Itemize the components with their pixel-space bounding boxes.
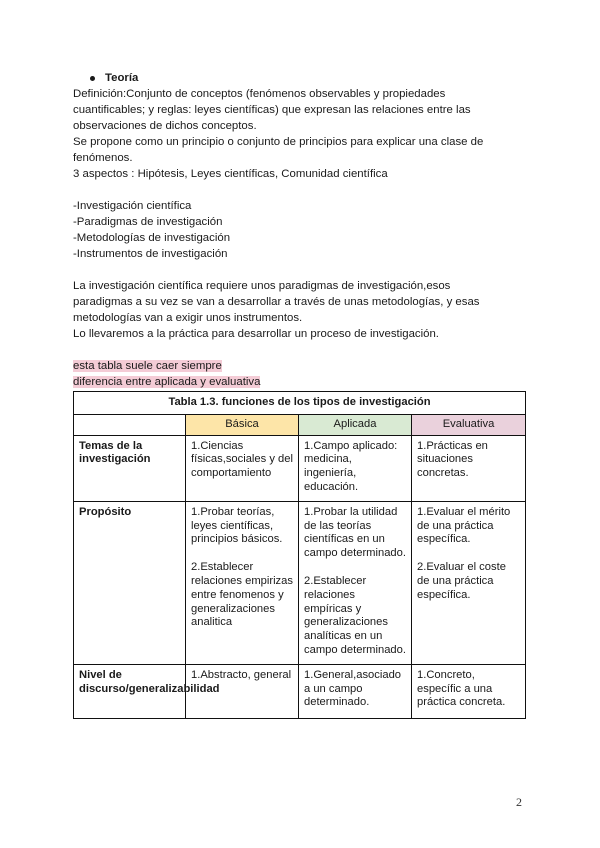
table-cell: 1.Probar teorías, leyes científicas, principios básicos. 2.Establecer relaciones empirizas entre fenomenos y generalizaciones analitica	[186, 501, 299, 664]
document-page	[73, 70, 528, 719]
highlighted-note: diferencia entre aplicada y evaluativa	[73, 376, 261, 388]
text-line: paradigmas a su vez se van a desarrollar a través de unas metodologías, y esas	[73, 296, 480, 308]
table-cell: 1.Probar la utilidad de las teorías científicas en un campo determinado. 2.Establecer relaciones empíricas y generalizaciones analíticas en un campo determinado.	[299, 501, 412, 664]
list-item: -Instrumentos de investigación	[73, 248, 228, 260]
table-cell: 1.Evaluar el mérito de una práctica específica. 2.Evaluar el coste de una práctica específica.	[412, 501, 526, 664]
table-row	[74, 664, 526, 719]
paragraph-block	[73, 278, 528, 342]
text-line: fenómenos.	[73, 152, 133, 164]
table-cell: 1.Campo aplicado: medicina, ingeniería, educación.	[299, 435, 412, 501]
text-line: Definición:Conjunto de conceptos (fenómenos observables y propiedades	[73, 88, 446, 100]
text-line: observaciones de dichos conceptos.	[73, 120, 257, 132]
heading-bullet	[90, 70, 528, 86]
table-title: Tabla 1.3. funciones de los tipos de investigación	[74, 392, 526, 415]
research-types-table	[73, 391, 526, 719]
text-line: cuantificables; y reglas: leyes científicas) que expresan las relaciones entre las	[73, 104, 471, 116]
row-label: Temas de la investigación	[74, 435, 186, 501]
table-cell: 1.Concreto, específic a una práctica concreta.	[412, 664, 526, 719]
row-label: Nivel de discurso/generalizabilidad	[74, 664, 186, 719]
definition-block	[73, 86, 528, 182]
text-line: Lo llevaremos a la práctica para desarrollar un proceso de investigación.	[73, 328, 439, 340]
text-line: Se propone como un principio o conjunto de principios para explicar una clase de	[73, 136, 484, 148]
table-row	[74, 501, 526, 664]
highlight-notes	[73, 358, 528, 390]
bullet-icon	[90, 76, 95, 81]
section-heading: Teoría	[105, 72, 139, 84]
table-cell: 1.Ciencias físicas,sociales y del comportamiento	[186, 435, 299, 501]
column-header-basica: Básica	[186, 414, 299, 435]
list-item: -Investigación científica	[73, 200, 192, 212]
highlighted-note: esta tabla suele caer siempre	[73, 360, 222, 372]
list-item: -Paradigmas de investigación	[73, 216, 223, 228]
list-item: -Metodologías de investigación	[73, 232, 231, 244]
table-cell: 1.Prácticas en situaciones concretas.	[412, 435, 526, 501]
table-row	[74, 435, 526, 501]
empty-header-cell	[74, 414, 186, 435]
row-label: Propósito	[74, 501, 186, 664]
text-line: 3 aspectos : Hipótesis, Leyes científicas, Comunidad científica	[73, 168, 388, 180]
column-header-evaluativa: Evaluativa	[412, 414, 526, 435]
table-cell: 1.Abstracto, general	[186, 664, 299, 719]
text-line: La investigación científica requiere unos paradigmas de investigación,esos	[73, 280, 451, 292]
page-number: 2	[516, 795, 522, 809]
column-header-aplicada: Aplicada	[299, 414, 412, 435]
text-line: metodologías van a exigir unos instrumentos.	[73, 312, 303, 324]
table-cell: 1.General,asociado a un campo determinado.	[299, 664, 412, 719]
topic-list	[73, 198, 528, 262]
